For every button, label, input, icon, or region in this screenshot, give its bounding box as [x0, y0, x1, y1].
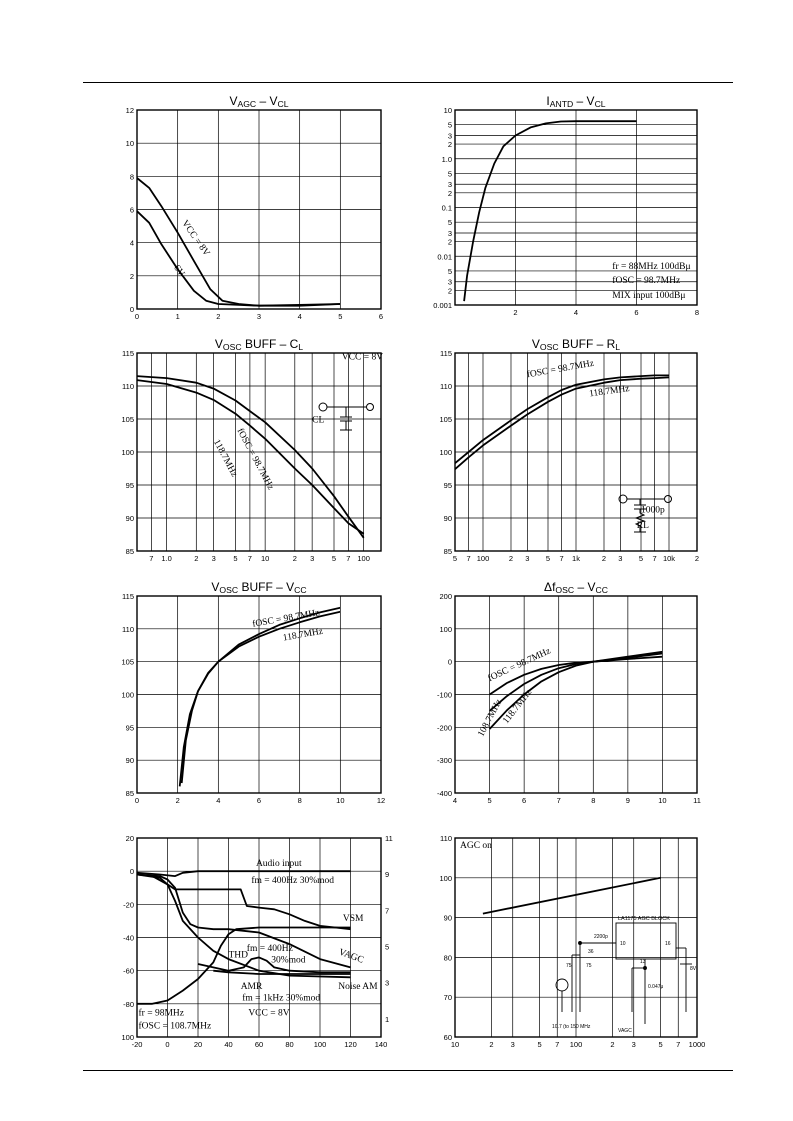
chart-c3: [121, 337, 383, 563]
resistor-label: 75: [566, 963, 572, 969]
chart-title-part: Δf: [544, 580, 556, 594]
y2-tick-label: 3: [385, 978, 390, 988]
y-tick-label: 70: [443, 993, 452, 1003]
x-tick-label: 2: [292, 554, 297, 563]
x-tick-label: 2: [508, 554, 514, 563]
y-tick-label: 2: [447, 237, 452, 247]
x-tick-label: 80: [285, 1040, 294, 1049]
y-tick-label: 100: [439, 624, 452, 634]
terminal-circle: [367, 404, 374, 411]
chart-title: [215, 337, 303, 352]
y-tick-label: 90: [443, 514, 452, 523]
chart-title-part: BUFF – C: [241, 337, 299, 351]
x-tick-label: 3: [211, 554, 216, 563]
annotation: VSM: [342, 913, 364, 924]
y-tick-label: 3: [447, 180, 452, 190]
y-tick-label: 60: [443, 1033, 452, 1042]
pin-circle: [319, 403, 327, 411]
x-tick-label: 6: [378, 312, 384, 321]
x-tick-label: 60: [254, 1040, 264, 1049]
chart-c1: [126, 94, 383, 321]
annotation: fr = 98MHz: [138, 1008, 184, 1019]
x-tick-label: 12: [376, 796, 386, 805]
x-tick-label: 5: [452, 554, 458, 563]
y-tick-label: 3: [447, 277, 452, 287]
annotation: fOSC = 98.7MHz: [486, 646, 553, 685]
chart-title: [532, 337, 620, 352]
annotation: 118.7MHz: [282, 626, 324, 644]
annotation: fr = 88MHz 100dBμ: [612, 261, 691, 272]
x-tick-label: -20: [131, 1040, 143, 1049]
x-tick-label: 8: [694, 308, 700, 317]
chart-title-part: CL: [594, 99, 606, 109]
annotation: VCC = 8V: [179, 218, 212, 259]
y2-tick-label: 5: [385, 942, 390, 952]
y-tick-label: 0: [129, 305, 134, 314]
x-tick-label: 3: [631, 1040, 636, 1049]
y-tick-label: 12: [125, 106, 134, 115]
annotation: 6V: [171, 263, 187, 279]
y-tick-label: -300: [436, 756, 452, 766]
x-tick-label: 0: [134, 312, 140, 321]
x-tick-label: 10: [336, 796, 345, 805]
chart-title-part: V: [531, 337, 540, 351]
grid: [455, 838, 697, 1037]
x-tick-label: 2: [513, 308, 518, 317]
grid: [455, 353, 697, 551]
y-tick-label: 110: [122, 382, 134, 391]
resistor-label: 36: [588, 949, 594, 955]
x-tick-label: 10: [658, 796, 667, 805]
chart-c4: [439, 337, 699, 563]
y-tick-label: 100: [121, 448, 134, 457]
x-tick-label: 100: [569, 1040, 583, 1049]
series-line: [464, 121, 636, 301]
annotation: VAGC: [337, 947, 365, 966]
annotation: fm = 400Hz: [246, 943, 293, 954]
series-line: [137, 178, 340, 306]
y-tick-label: -200: [436, 723, 452, 733]
annotation: fm = 1kHz 30%mod: [242, 993, 321, 1004]
y-tick-label: 5: [447, 120, 452, 130]
x-tick-label: 4: [573, 308, 579, 317]
annotation: 108.7MHz: [476, 697, 505, 739]
x-tick-label: 3: [525, 554, 530, 563]
y-tick-label: 4: [129, 238, 134, 248]
chart-title-part: – V: [256, 94, 278, 108]
annotation: fOSC = 98.7MHz: [251, 608, 321, 630]
y-tick-label: 100: [439, 448, 452, 457]
annotation: 118.7MHz: [211, 438, 239, 479]
chart-title-part: OSC: [539, 342, 559, 352]
y2-tick-label: 11: [385, 834, 393, 843]
x-tick-label: 2: [194, 554, 199, 563]
series-line: [137, 211, 340, 306]
x-tick-label: 2: [694, 554, 700, 563]
y-tick-label: 3: [447, 228, 452, 238]
x-tick-label: 1: [175, 312, 180, 321]
chart-title-part: L: [298, 342, 304, 352]
chart-title-part: ANTD: [549, 99, 574, 109]
y-tick-label: 100: [121, 1033, 134, 1042]
grid: [137, 352, 384, 551]
chart-title-part: CL: [277, 99, 289, 109]
annotation: CL: [312, 415, 325, 426]
x-tick-label: 7: [149, 554, 154, 563]
chart-title: [229, 94, 288, 109]
chart-title-part: V: [214, 337, 223, 351]
circuit-cl: [319, 403, 374, 430]
series-line: [455, 377, 669, 469]
x-tick-label: 0: [165, 1040, 170, 1049]
pin-label: 10: [620, 941, 626, 947]
y-tick-label: -400: [436, 789, 452, 798]
y-tick-label: 2: [447, 140, 452, 150]
chart-title-part: BUFF – V: [238, 580, 295, 594]
signal-source: [556, 979, 568, 991]
x-tick-label: 5: [545, 554, 551, 563]
chart-title: [546, 94, 605, 109]
y-tick-label: 5: [447, 266, 452, 276]
x-tick-label: 2: [610, 1040, 615, 1049]
annotation: fOSC = 98.7MHz: [234, 426, 276, 492]
x-tick-label: 1k: [572, 554, 580, 563]
annotation: fOSC = 98.7MHz: [612, 276, 681, 287]
annotation: 118.7MHz: [501, 687, 535, 726]
annotation: 1000p: [641, 505, 665, 516]
y-tick-label: 115: [440, 349, 452, 358]
vagc-label: VAGC: [618, 1028, 632, 1034]
y-tick-label: 0: [129, 867, 134, 877]
y-tick-label: 200: [439, 592, 452, 601]
chart-c6: [437, 580, 701, 805]
chart-title-part: V: [229, 94, 238, 108]
y-tick-label: -20: [123, 900, 134, 910]
y-tick-label: -100: [436, 690, 452, 700]
x-tick-label: 3: [310, 554, 315, 563]
x-tick-label: 7: [556, 796, 561, 805]
chart-title-part: BUFF – R: [558, 337, 616, 351]
y-tick-label: -60: [123, 966, 134, 976]
chart-title-part: OSC: [555, 585, 575, 595]
y2-tick-label: 1: [385, 1014, 390, 1024]
x-tick-label: 11: [693, 796, 701, 805]
y-tick-label: 115: [122, 592, 134, 601]
y2-tick-label: 9: [385, 870, 390, 880]
y-tick-label: 0: [447, 657, 452, 667]
chart-title: [544, 580, 608, 595]
y-tick-label: 3: [447, 131, 452, 141]
x-tick-label: 3: [510, 1040, 515, 1049]
circuit-agc: [552, 916, 697, 1034]
annotation: RL: [636, 520, 649, 531]
x-tick-label: 7: [247, 554, 252, 563]
x-tick-label: 4: [452, 796, 458, 805]
freq-label: 10.7 (to 150 MHz: [552, 1024, 591, 1030]
annotation: MIX input 100dBμ: [612, 290, 686, 301]
annotation: fm = 400Hz 30%mod: [251, 875, 335, 886]
x-tick-label: 2: [216, 312, 221, 321]
x-tick-label: 4: [297, 312, 302, 321]
supply-label: 8V: [690, 966, 697, 972]
y-tick-label: 85: [125, 547, 134, 556]
y2-tick-label: 7: [385, 906, 390, 916]
x-tick-label: 6: [634, 308, 639, 317]
y-tick-label: 8: [129, 172, 134, 182]
x-tick-label: 7: [346, 554, 351, 563]
grid: [455, 596, 697, 793]
y-tick-label: 115: [122, 349, 134, 358]
chart-title-part: – V: [573, 94, 595, 108]
x-tick-label: 100: [357, 554, 370, 563]
cap-label: 2200p: [594, 934, 608, 940]
y-tick-label: 105: [121, 415, 134, 424]
annotation: THD: [228, 950, 249, 961]
cap-label: 0.047μ: [648, 984, 664, 990]
grid: [137, 110, 381, 309]
y-tick-label: 95: [125, 723, 134, 733]
y-tick-label: 85: [125, 789, 134, 798]
y-tick-label: 90: [125, 756, 134, 766]
annotation: AMR: [240, 981, 263, 992]
x-tick-label: 3: [256, 312, 262, 321]
chart-c7: [121, 834, 392, 1049]
annotation: 118.7MHz: [588, 383, 631, 400]
y-tick-label: 0.1: [441, 203, 452, 213]
x-tick-label: 5: [338, 312, 343, 321]
x-tick-label: 120: [344, 1040, 357, 1049]
y-tick-label: 0.001: [433, 301, 452, 310]
chart-title-part: OSC: [219, 585, 239, 595]
chart-c2: [433, 94, 699, 317]
annotation: Noise AM: [338, 981, 378, 992]
y-tick-label: 2: [447, 286, 452, 296]
x-tick-label: 6: [256, 796, 262, 805]
x-tick-label: 2: [175, 796, 180, 805]
annotation: Audio input: [255, 859, 302, 870]
y-tick-label: 2: [129, 271, 134, 281]
y-tick-label: 105: [121, 657, 134, 667]
chart-title-part: I: [546, 94, 550, 108]
chart-title-part: V: [211, 580, 220, 594]
y-tick-label: 110: [122, 624, 134, 634]
pin-label: 16: [665, 941, 671, 947]
x-tick-label: 10k: [662, 554, 676, 563]
x-tick-label: 5: [537, 1040, 542, 1049]
y-tick-label: 1.0: [441, 154, 452, 164]
y-tick-label: 2: [447, 188, 452, 198]
chart-title-part: OSC: [222, 342, 242, 352]
x-tick-label: 0: [134, 796, 140, 805]
y-tick-label: 10: [125, 139, 134, 149]
x-tick-label: 7: [559, 554, 564, 563]
x-tick-label: 8: [297, 796, 302, 805]
x-tick-label: 2: [489, 1040, 494, 1049]
y-tick-label: -40: [123, 933, 134, 943]
y-tick-label: 85: [443, 547, 452, 556]
y-tick-label: 95: [443, 481, 452, 490]
y-tick-label: 0.01: [437, 252, 452, 262]
resistor-label: 75: [586, 963, 592, 969]
chart-c5: [121, 580, 385, 805]
terminal-circle: [665, 496, 672, 503]
x-tick-label: 40: [224, 1040, 233, 1049]
y-tick-label: 100: [121, 690, 134, 700]
y-tick-label: 90: [125, 514, 134, 523]
x-tick-label: 10: [260, 554, 270, 563]
annotation: VCC = 8V: [341, 352, 384, 363]
x-tick-label: 20: [193, 1040, 203, 1049]
x-tick-label: 5: [233, 554, 238, 563]
x-tick-label: 3: [618, 554, 623, 563]
y-tick-label: 95: [125, 481, 134, 490]
y-tick-label: 5: [447, 169, 452, 179]
x-tick-label: 2: [601, 554, 607, 563]
y-tick-label: 10: [443, 106, 452, 115]
x-tick-label: 1000: [688, 1040, 706, 1049]
x-tick-label: 10: [450, 1040, 460, 1049]
x-tick-label: 7: [555, 1040, 560, 1049]
x-tick-label: 100: [476, 554, 490, 563]
y-tick-label: 100: [439, 873, 452, 883]
annotation: VCC = 8V: [248, 1008, 290, 1019]
y-tick-label: 20: [125, 834, 134, 843]
x-tick-label: 5: [331, 554, 337, 563]
y-tick-label: -80: [123, 999, 134, 1009]
x-tick-label: 7: [652, 554, 657, 563]
x-tick-label: 8: [591, 796, 596, 805]
annotation: fOSC = 98.7MHz: [526, 358, 595, 381]
y-tick-label: 110: [440, 834, 452, 843]
x-tick-label: 5: [638, 554, 644, 563]
y-tick-label: 5: [447, 218, 452, 228]
annotation: AGC on: [460, 840, 492, 851]
annotation: fOSC = 108.7MHz: [138, 1021, 212, 1032]
x-tick-label: 100: [313, 1040, 327, 1049]
annotation: 30%mod: [271, 955, 306, 966]
pin-label: 13: [640, 959, 646, 965]
x-tick-label: 140: [374, 1040, 388, 1049]
chart-title-part: – V: [574, 580, 596, 594]
ic-label: LA1175 AGC BLOCK: [618, 916, 670, 922]
y-tick-label: 80: [443, 953, 452, 963]
y-tick-label: 105: [439, 415, 452, 424]
y-tick-label: 90: [443, 913, 452, 923]
x-tick-label: 5: [487, 796, 492, 805]
chart-title-part: CC: [595, 585, 608, 595]
y-tick-label: 6: [129, 205, 134, 215]
x-tick-label: 6: [522, 796, 527, 805]
chart-title-part: L: [615, 342, 621, 352]
x-tick-label: 9: [625, 796, 630, 805]
chart-title-part: AGC: [237, 99, 257, 109]
chart-title-part: CC: [294, 585, 307, 595]
x-tick-label: 5: [658, 1040, 663, 1049]
x-tick-label: 1.0: [161, 554, 172, 563]
chart-title: [211, 580, 306, 595]
y-tick-label: 110: [440, 382, 452, 391]
x-tick-label: 7: [466, 554, 471, 563]
x-tick-label: 7: [676, 1040, 681, 1049]
x-tick-label: 4: [216, 796, 221, 805]
